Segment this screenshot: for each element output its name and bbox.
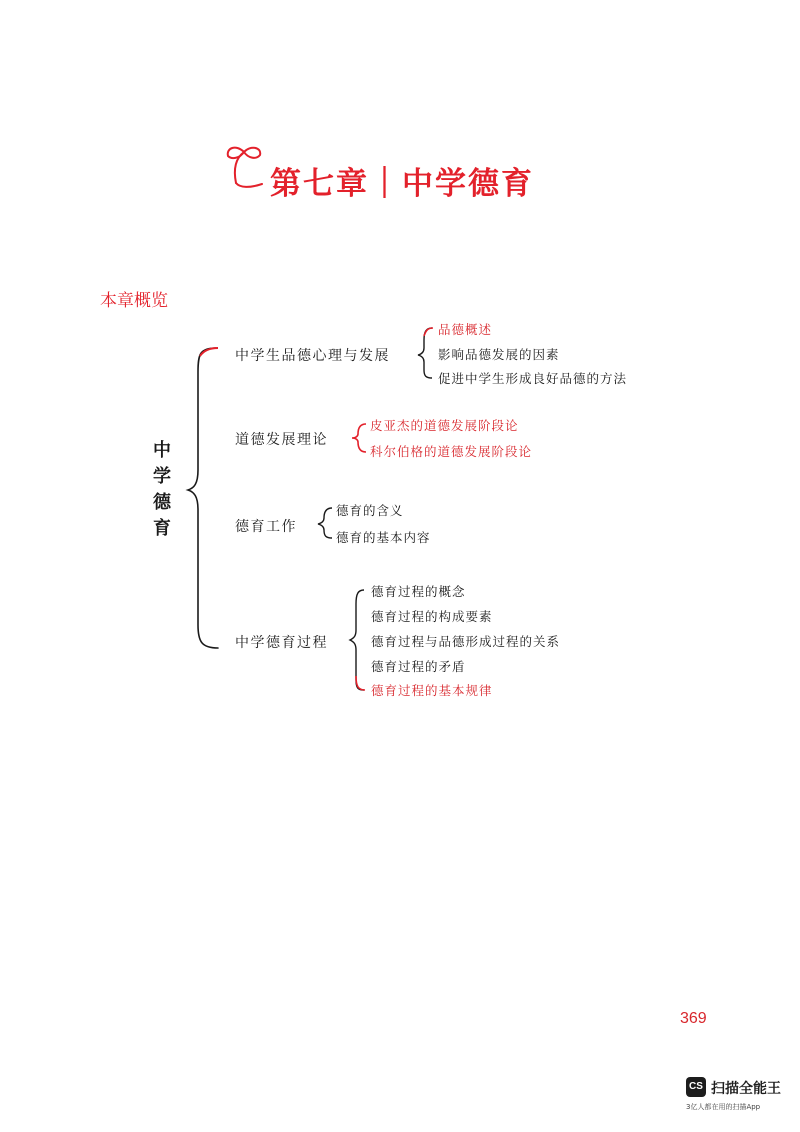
leaf-item: 德育的基本内容 [336, 530, 431, 545]
root-brace [188, 348, 218, 648]
mindmap-root-char: 德 [153, 492, 171, 513]
branch-3-brace [318, 508, 332, 538]
chapter-title: 第七章｜中学德育 [270, 166, 534, 202]
branch-label: 德育工作 [235, 519, 297, 535]
camscanner-logo-icon: CS [686, 1077, 706, 1097]
leaf-item: 科尔伯格的道德发展阶段论 [370, 444, 533, 459]
leaf-item: 促进中学生形成良好品德的方法 [438, 371, 628, 386]
leaf-item: 影响品德发展的因素 [438, 347, 560, 362]
leaf-item: 德育的含义 [336, 503, 404, 518]
camscanner-app-name: 扫描全能王 [711, 1081, 781, 1097]
branch-label: 道德发展理论 [235, 432, 328, 448]
leaf-item: 德育过程的基本规律 [371, 683, 493, 698]
leaf-item: 德育过程的矛盾 [371, 659, 466, 674]
mindmap-root-char: 学 [153, 466, 171, 487]
sprout-icon [228, 148, 262, 187]
overview-heading: 本章概览 [100, 291, 168, 311]
leaf-item: 德育过程的构成要素 [371, 609, 493, 624]
branch-4-brace [350, 590, 364, 690]
branch-label: 中学生品德心理与发展 [235, 348, 390, 364]
camscanner-tagline: 3亿人都在用的扫描App [686, 1103, 761, 1111]
page-number: 369 [680, 1010, 707, 1027]
root-brace-accent [200, 348, 218, 356]
leaf-item: 德育过程的概念 [371, 584, 466, 599]
mindmap-root-char: 育 [153, 518, 171, 539]
leaf-item: 品德概述 [438, 322, 493, 337]
branch-2-brace [352, 424, 366, 452]
leaf-item: 皮亚杰的道德发展阶段论 [370, 418, 519, 433]
leaf-item: 德育过程与品德形成过程的关系 [371, 634, 561, 649]
mindmap-root-char: 中 [153, 440, 171, 461]
branch-label: 中学德育过程 [235, 635, 328, 651]
